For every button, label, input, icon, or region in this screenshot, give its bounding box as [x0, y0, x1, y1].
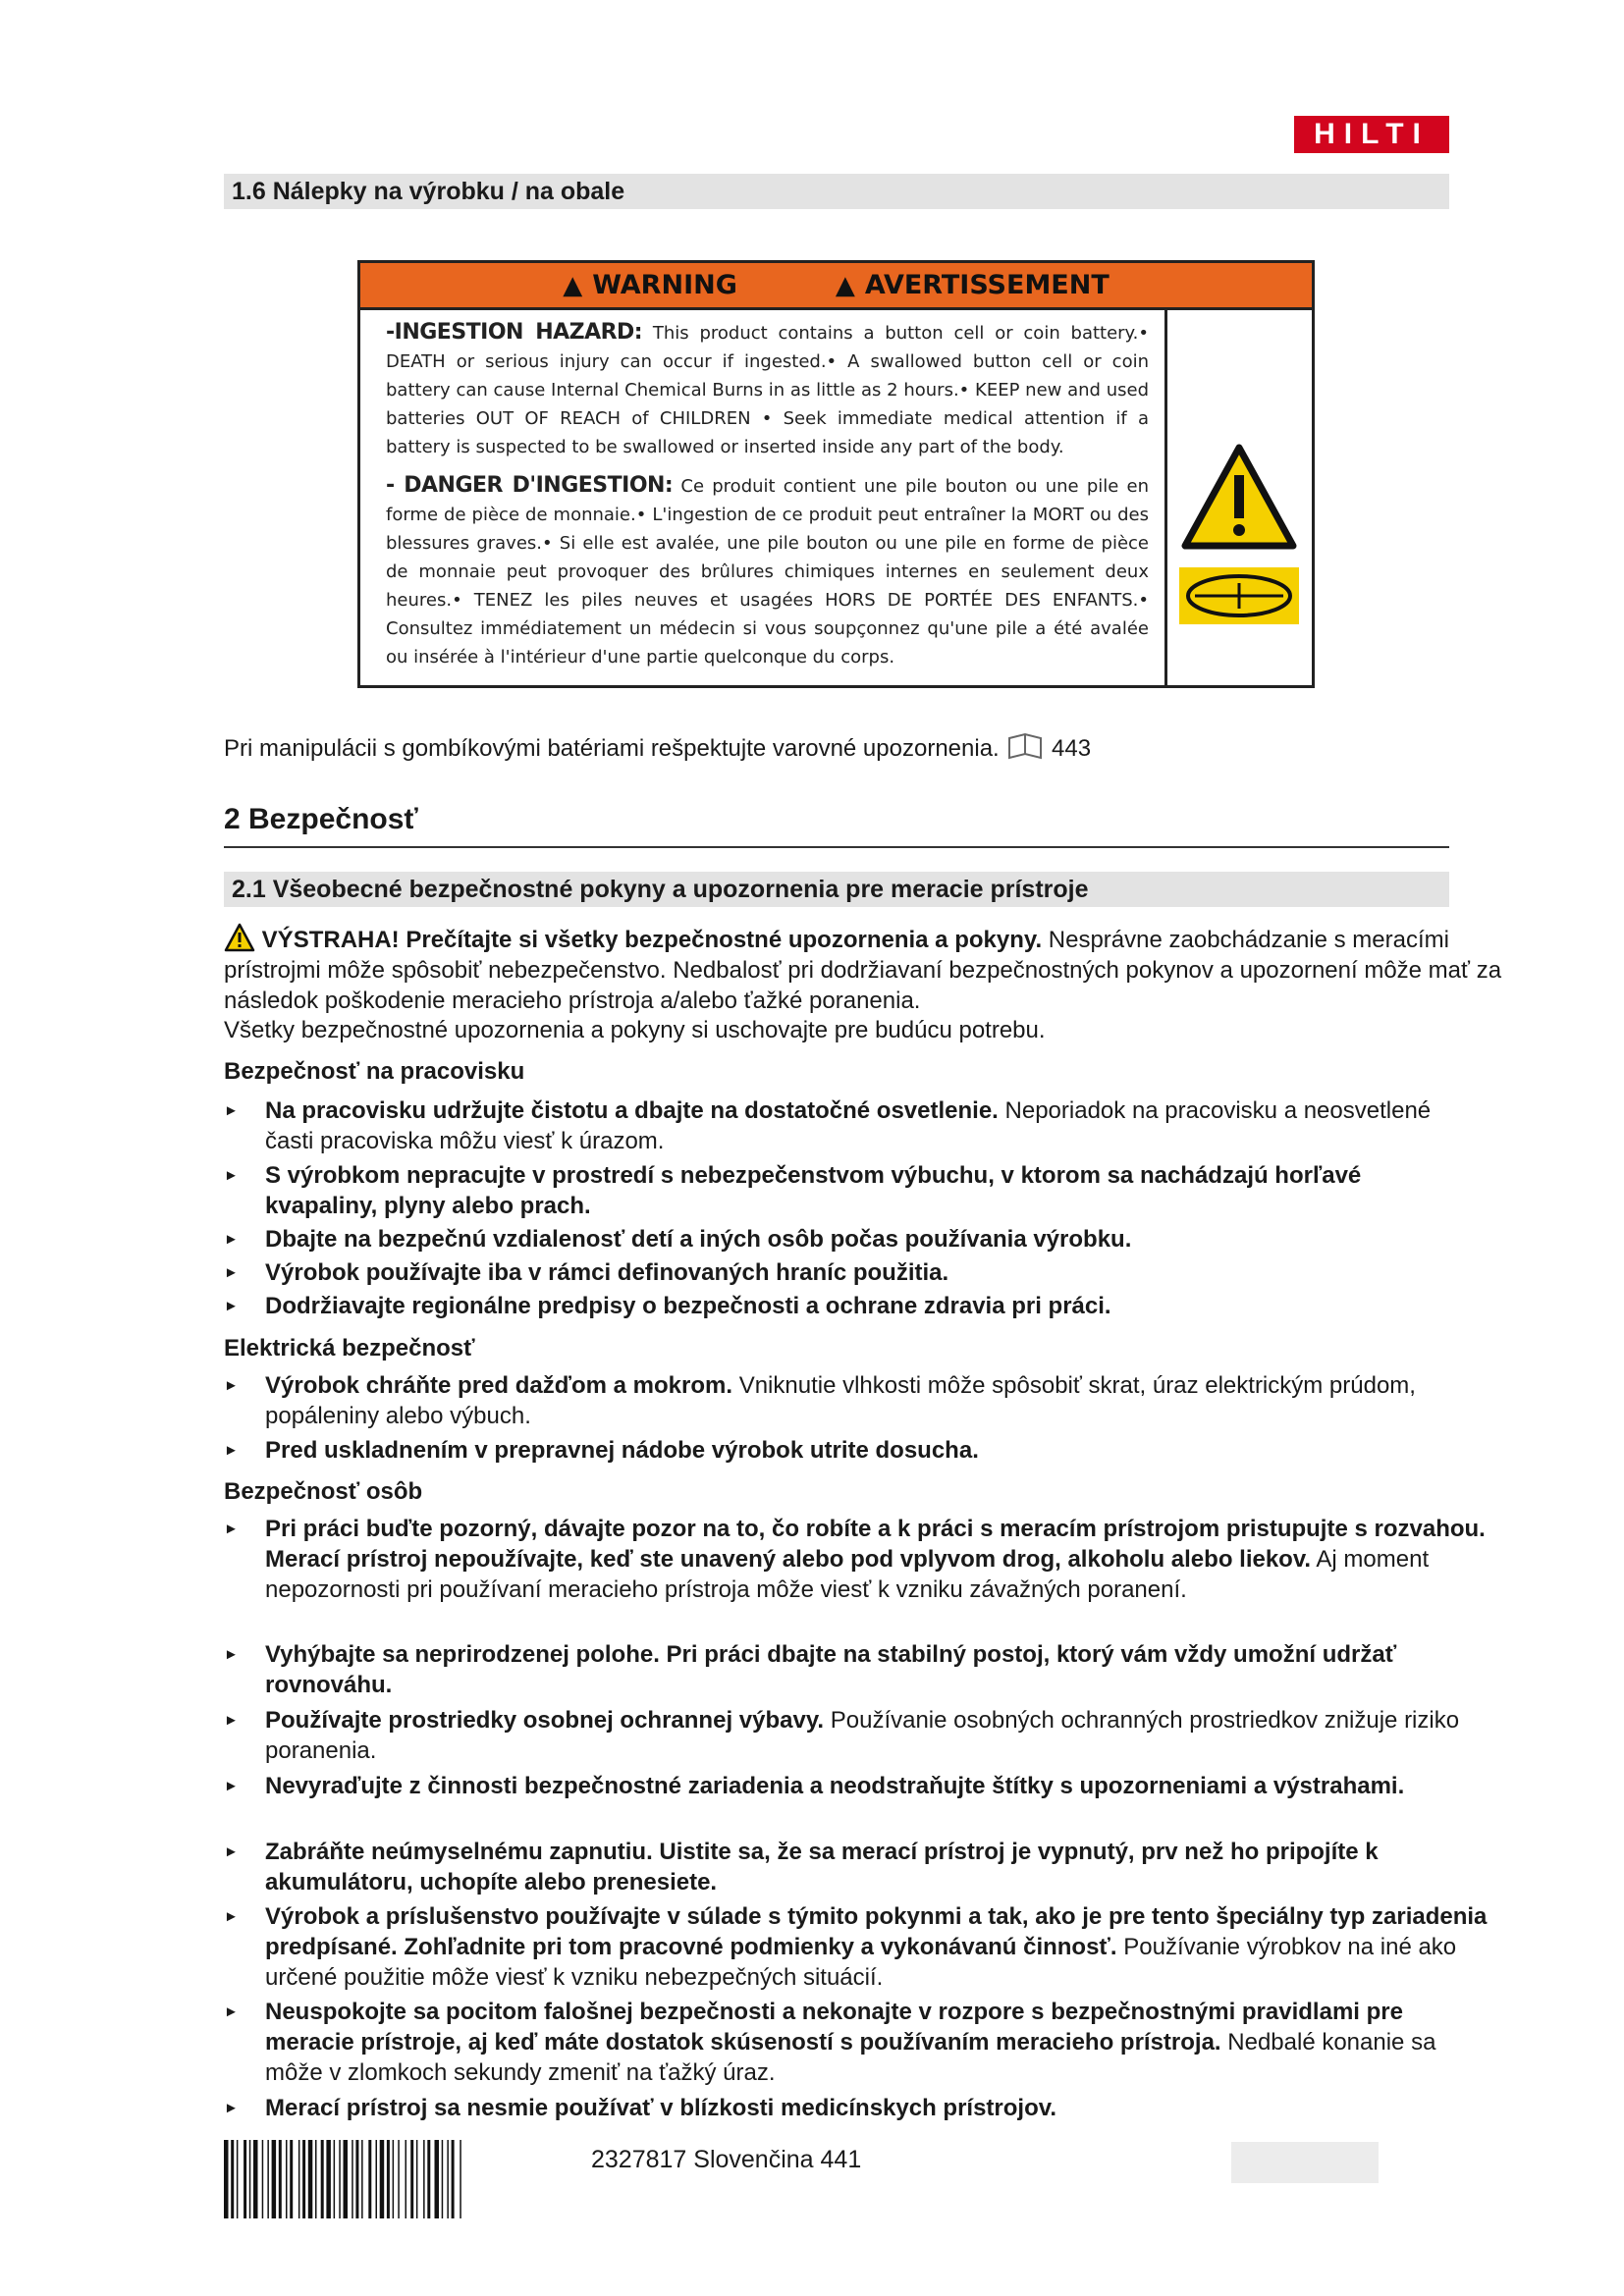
barcode-bar	[339, 2140, 341, 2218]
label-header	[360, 263, 1312, 310]
barcode-bar	[460, 2140, 461, 2218]
list-item: ► Výrobok a príslušenstvo používajte v súlade s týmito pokynmi a tak, ako je pre tento špeciálny typ zariadenia predpísané. Zohľadnite pri tom pracovné podmienky a vykonávanú činnosť. Používanie výrobkov na iné ako určené použitie môže viesť k vzniku nebezpečných situácií.	[224, 1903, 1488, 1991]
barcode-bar	[452, 2140, 455, 2218]
bullet-icon: ►	[224, 1298, 239, 1314]
section-heading-2-1: 2.1 Všeobecné bezpečnostné pokyny a upozornenia pre meracie prístroje	[224, 872, 1449, 907]
battery-page-ref[interactable]: 443	[1052, 735, 1092, 762]
barcode-bar	[380, 2140, 385, 2218]
warning-triangle-icon	[224, 923, 255, 952]
barcode	[224, 2140, 563, 2218]
list-item: ► Výrobok používajte iba v rámci definovaných hraníc použitia.	[224, 1259, 949, 1286]
barcode-bar	[286, 2140, 288, 2218]
barcode-bar	[315, 2140, 317, 2218]
group-title-workplace: Bezpečnosť na pracovisku	[224, 1058, 525, 1085]
section-heading-1-6: 1.6 Nálepky na výrobku / na obale	[224, 174, 1449, 209]
general-warning: VÝSTRAHA! Prečítajte si všetky bezpečnostné upozornenia a pokyny. Nesprávne zaobchádzanie s meracími prístrojmi môže spôsobiť nebezpečenstvo. Nedbalosť pri dodržiavaní bezpečnostných pokynov a upozornení môže mať za následok poškodenie meracieho prístroja a/alebo ťažké poranenia.	[224, 923, 1520, 1016]
bullet-icon: ►	[224, 1712, 239, 1729]
barcode-bar	[423, 2140, 425, 2218]
hilti-logo: HILTI	[1294, 116, 1449, 153]
list-item: ► Dodržiavajte regionálne predpisy o bezpečnosti a ochrane zdravia pri práci.	[224, 1293, 1111, 1319]
bullet-icon: ►	[224, 1908, 239, 1925]
bullet-icon: ►	[224, 2003, 239, 2020]
barcode-bar	[410, 2140, 413, 2218]
warning-label	[357, 260, 1315, 688]
label-avertissement-title: ▲ AVERTISSEMENT	[835, 270, 1110, 300]
exclamation-dot	[1233, 524, 1245, 536]
barcode-bar	[298, 2140, 300, 2218]
list-item: ► Merací prístroj sa nesmie používať v blízkosti medicínskych prístrojov.	[224, 2095, 1056, 2121]
barcode-bar	[406, 2140, 407, 2218]
bullet-icon: ►	[224, 1377, 239, 1394]
barcode-bar	[427, 2140, 430, 2218]
barcode-bar	[267, 2140, 269, 2218]
warning-triangle-icon: ▲	[563, 271, 583, 300]
barcode-bar	[279, 2140, 282, 2218]
barcode-bar	[344, 2140, 349, 2218]
barcode-bar	[334, 2140, 336, 2218]
hazard-battery-icon	[1167, 310, 1312, 685]
bullet-icon: ►	[224, 1167, 239, 1184]
barcode-bar	[272, 2140, 277, 2218]
barcode-bar	[302, 2140, 305, 2218]
exclamation-bar	[1234, 475, 1244, 518]
barcode-bar	[231, 2140, 234, 2218]
bullet-icon: ►	[224, 1521, 239, 1537]
label-english-text: -INGESTION HAZARD: This product contains a button cell or coin battery.• DEATH or serious injury can occur if ingested.• A swallowed button cell or coin battery can cause Internal Chemical Burns in as little as 2 hours.• KEEP new and used batteries OUT OF REACH of CHILDREN • Seek immediate medical attention if a battery is suspected to be swallowed or inserted inside any part of the body.	[386, 320, 1149, 457]
barcode-bar	[249, 2140, 251, 2218]
barcode-bar	[355, 2140, 358, 2218]
barcode-bar	[262, 2140, 264, 2218]
list-item: ► Pred uskladnením v prepravnej nádobe výrobok utrite dosucha.	[224, 1437, 979, 1464]
list-item: ► Nevyraďujte z činnosti bezpečnostné zariadenia a neodstraňujte štítky s upozorneniami a výstrahami.	[224, 1773, 1405, 1799]
barcode-bar	[237, 2140, 239, 2218]
footer-doc-id: 2327817 Slovenčina 441	[591, 2146, 862, 2173]
barcode-bar	[387, 2140, 390, 2218]
group-title-electrical: Elektrická bezpečnosť	[224, 1335, 475, 1362]
list-item: ► Zabráňte neúmyselnému zapnutiu. Uistite sa, že sa merací prístroj je vypnutý, prv než ho pripojíte k akumulátoru, uchopíte alebo prenesiete.	[224, 1839, 1379, 1896]
footer-grey-block	[1231, 2142, 1379, 2183]
bullet-icon: ►	[224, 1442, 239, 1459]
barcode-bar	[435, 2140, 440, 2218]
label-text	[360, 310, 1167, 685]
book-reference-icon	[1005, 732, 1045, 760]
barcode-bar	[447, 2140, 449, 2218]
bullet-icon: ►	[224, 1778, 239, 1794]
barcode-bar	[321, 2140, 324, 2218]
barcode-bar	[290, 2140, 293, 2218]
list-item: ► Na pracovisku udržujte čistotu a dbajte na dostatočné osvetlenie. Neporiadok na pracovisku a neosvetlené časti pracoviska môžu viesť k úrazom.	[224, 1097, 1432, 1154]
barcode-bar	[352, 2140, 353, 2218]
label-french-text: - DANGER D'INGESTION: Ce produit contient une pile bouton ou une pile en forme de pièce de monnaie.• L'ingestion de ce produit peut entraîner la MORT ou des blessures graves.• Si elle est avalée, une pile bouton ou une pile en forme de pièce de monnaie peut provoquer des brûlures chimiques internes en seulement deux heures.• TENEZ les piles neuves et usagées HORS DE PORTÉE DES ENFANTS.• Consultez immédiatement un médecin si vous soupçonnez qu'une pile a été avalée ou insérée à l'intérieur d'une partie quelconque du corps.	[386, 473, 1149, 667]
list-item: ► Výrobok chráňte pred dažďom a mokrom. Vniknutie vlhkosti môže spôsobiť skrat, úraz elektrickým prúdom, popáleniny alebo výbuch.	[224, 1372, 1416, 1429]
barcode-bar	[393, 2140, 395, 2218]
bullet-icon: ►	[224, 1843, 239, 1860]
list-item: ► Vyhýbajte sa neprirodzenej polohe. Pri práci dbajte na stabilný postoj, ktorý vám vždy umožní udržať rovnováhu.	[224, 1641, 1397, 1698]
barcode-bar	[224, 2140, 229, 2218]
barcode-bar	[398, 2140, 400, 2218]
keep-instructions: Všetky bezpečnostné upozornenia a pokyny si uschovajte pre budúcu potrebu.	[224, 1017, 1046, 1043]
barcode-bar	[376, 2140, 378, 2218]
bullet-icon: ►	[224, 2100, 239, 2116]
barcode-bar	[253, 2140, 258, 2218]
barcode-bar	[442, 2140, 444, 2218]
barcode-bar	[416, 2140, 418, 2218]
barcode-bar	[361, 2140, 363, 2218]
bullet-icon: ►	[224, 1264, 239, 1281]
label-warning-title: ▲ WARNING	[563, 270, 737, 300]
list-item: ► S výrobkom nepracujte v prostredí s nebezpečenstvom výbuchu, v ktorom sa nachádzajú horľavé kvapaliny, plyny alebo prach.	[224, 1162, 1362, 1219]
list-item: ► Pri práci buďte pozorný, dávajte pozor na to, čo robíte a k práci s meracím prístrojom pristupujte s rozvahou. Merací prístroj nepoužívajte, keď ste unavený alebo pod vplyvom drog, alkoholu alebo liekov. Aj moment nepozornosti pri používaní meracieho prístroja môže viesť k vzniku závažných poranení.	[224, 1516, 1486, 1603]
list-item: ► Neuspokojte sa pocitom falošnej bezpečnosti a nekonajte v rozpore s bezpečnostnými pravidlami pre meracie prístroje, aj keď máte dostatok skúseností s používaním meracieho prístroja. Nedbalé konanie sa môže v zlomkoch sekundy zmeniť na ťažký úraz.	[224, 1999, 1436, 2086]
list-item: ► Dbajte na bezpečnú vzdialenosť detí a iných osôb počas používania výrobku.	[224, 1226, 1132, 1253]
section-heading-2: 2 Bezpečnosť	[224, 803, 418, 835]
bullet-icon: ►	[224, 1231, 239, 1248]
bullet-icon: ►	[224, 1646, 239, 1663]
bullet-icon: ►	[224, 1102, 239, 1119]
group-title-personal: Bezpečnosť osôb	[224, 1478, 423, 1505]
barcode-bar	[244, 2140, 246, 2218]
section-divider	[224, 846, 1449, 848]
barcode-bar	[326, 2140, 331, 2218]
barcode-bar	[308, 2140, 313, 2218]
battery-note: Pri manipulácii s gombíkovými batériami rešpektujte varovné upozornenia. 443	[224, 732, 1091, 765]
warning-triangle-icon: ▲	[835, 271, 855, 300]
barcode-bar	[368, 2140, 371, 2218]
list-item: ► Používajte prostriedky osobnej ochrannej výbavy. Používanie osobných ochranných prostriedkov znižuje riziko poranenia.	[224, 1707, 1460, 1764]
label-icons	[1167, 310, 1312, 685]
